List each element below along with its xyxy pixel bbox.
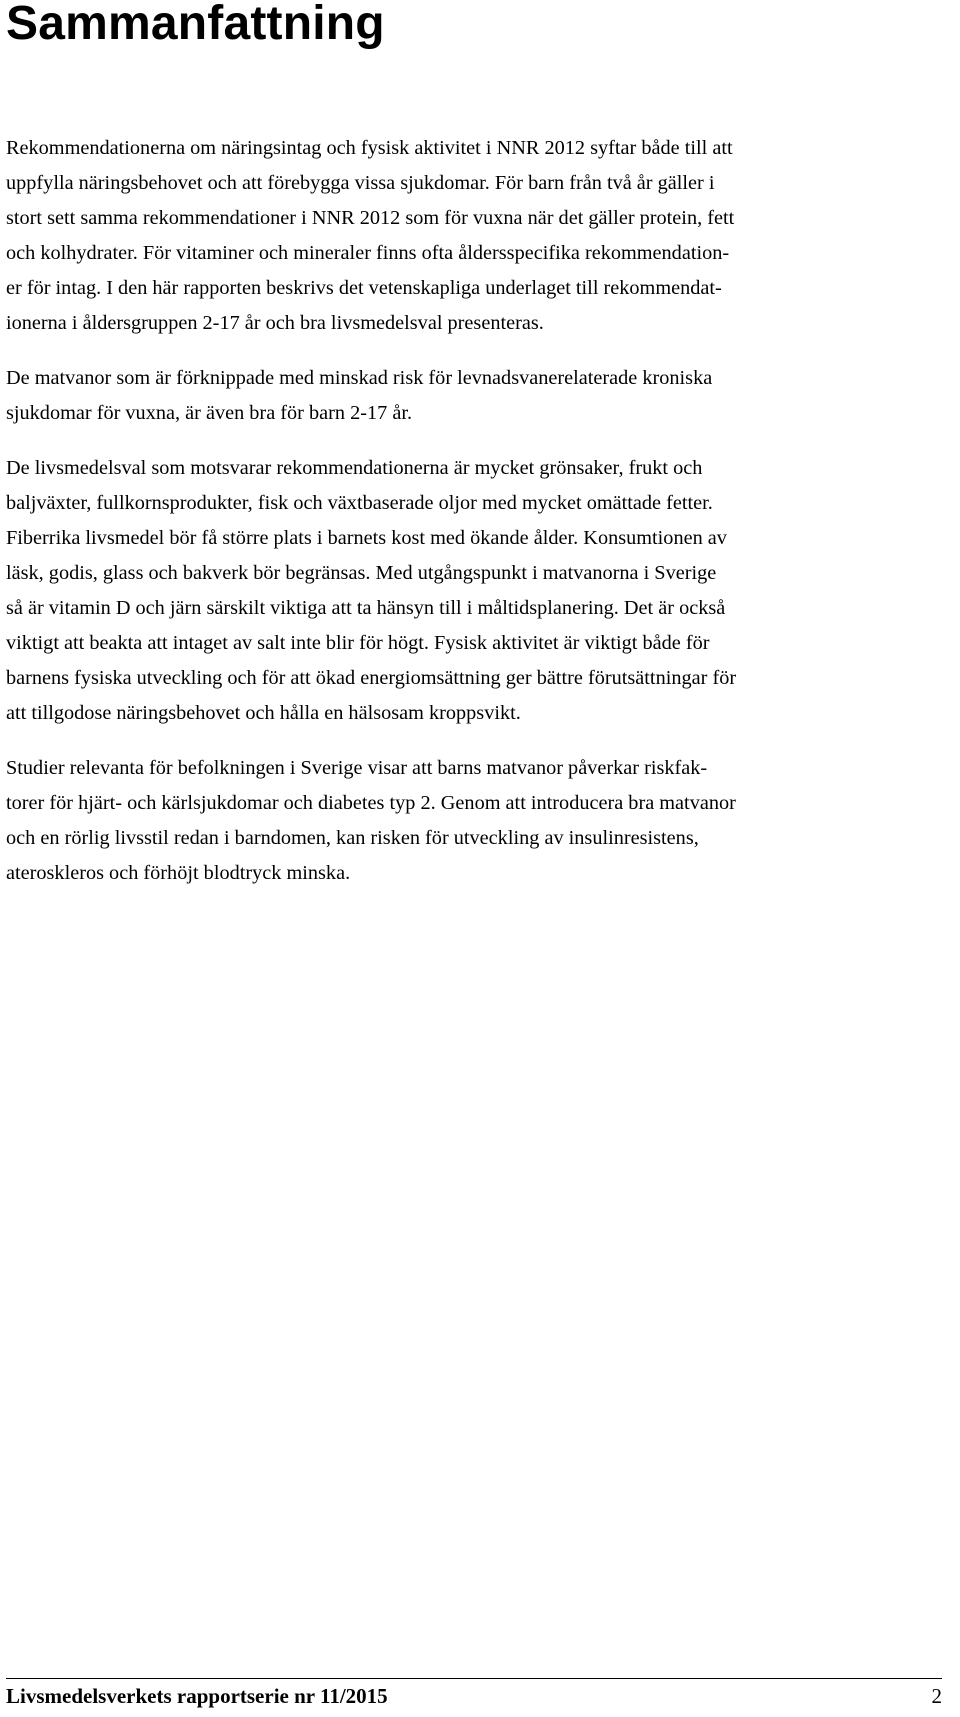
report-series-label: Livsmedelsverkets rapportserie nr 11/2015 — [6, 1684, 388, 1708]
text-line: och kolhydrater. För vitaminer och mineraler finns ofta åldersspecifika rekommendation- — [6, 242, 730, 264]
paragraph-3 — [6, 451, 942, 731]
text-line: viktigt att beakta att intaget av salt inte blir för högt. Fysisk aktivitet är viktigt både för — [6, 632, 710, 654]
text-line: ionerna i åldersgruppen 2-17 år och bra livsmedelsval presenteras. — [6, 312, 544, 334]
text-line: torer för hjärt- och kärlsjukdomar och diabetes typ 2. Genom att introducera bra matvanor — [6, 792, 736, 814]
text-line: så är vitamin D och järn särskilt viktiga att ta hänsyn till i måltidsplanering. Det är också — [6, 597, 726, 619]
text-line: att tillgodose näringsbehovet och hålla en hälsosam kroppsvikt. — [6, 702, 521, 724]
text-line: De livsmedelsval som motsvarar rekommendationerna är mycket grönsaker, frukt och — [6, 457, 703, 479]
summary-body — [6, 131, 942, 891]
paragraph-1 — [6, 131, 942, 341]
text-line: läsk, godis, glass och bakverk bör begränsas. Med utgångspunkt i matvanorna i Sverige — [6, 562, 717, 584]
text-line: baljväxter, fullkornsprodukter, fisk och växtbaserade oljor med mycket omättade fetter. — [6, 492, 713, 514]
text-line: barnens fysiska utveckling och för att ökad energiomsättning ger bättre förutsättningar för — [6, 667, 737, 689]
text-line: er för intag. I den här rapporten beskrivs det vetenskapliga underlaget till rekommendat- — [6, 277, 722, 299]
text-line: ateroskleros och förhöjt blodtryck minska. — [6, 862, 351, 884]
text-line: stort sett samma rekommendationer i NNR 2012 som för vuxna när det gäller protein, fett — [6, 207, 735, 229]
text-line: Rekommendationerna om näringsintag och fysisk aktivitet i NNR 2012 syftar både till att — [6, 137, 733, 159]
text-line: De matvanor som är förknippade med minskad risk för levnadsvanerelaterade kroniska — [6, 367, 713, 389]
text-line: Fiberrika livsmedel bör få större plats i barnets kost med ökande ålder. Konsumtionen av — [6, 527, 727, 549]
text-line: uppfylla näringsbehovet och att förebygga vissa sjukdomar. För barn från två år gäller i — [6, 172, 715, 194]
page-number: 2 — [931, 1684, 942, 1708]
page-title: Sammanfattning — [6, 0, 385, 50]
paragraph-2 — [6, 361, 942, 431]
text-line: sjukdomar för vuxna, är även bra för barn 2-17 år. — [6, 402, 413, 424]
page-footer — [6, 1678, 942, 1711]
text-line: Studier relevanta för befolkningen i Sverige visar att barns matvanor påverkar riskfak- — [6, 757, 708, 779]
text-line: och en rörlig livsstil redan i barndomen, kan risken för utveckling av insulinresistens, — [6, 827, 699, 849]
paragraph-4 — [6, 751, 942, 891]
